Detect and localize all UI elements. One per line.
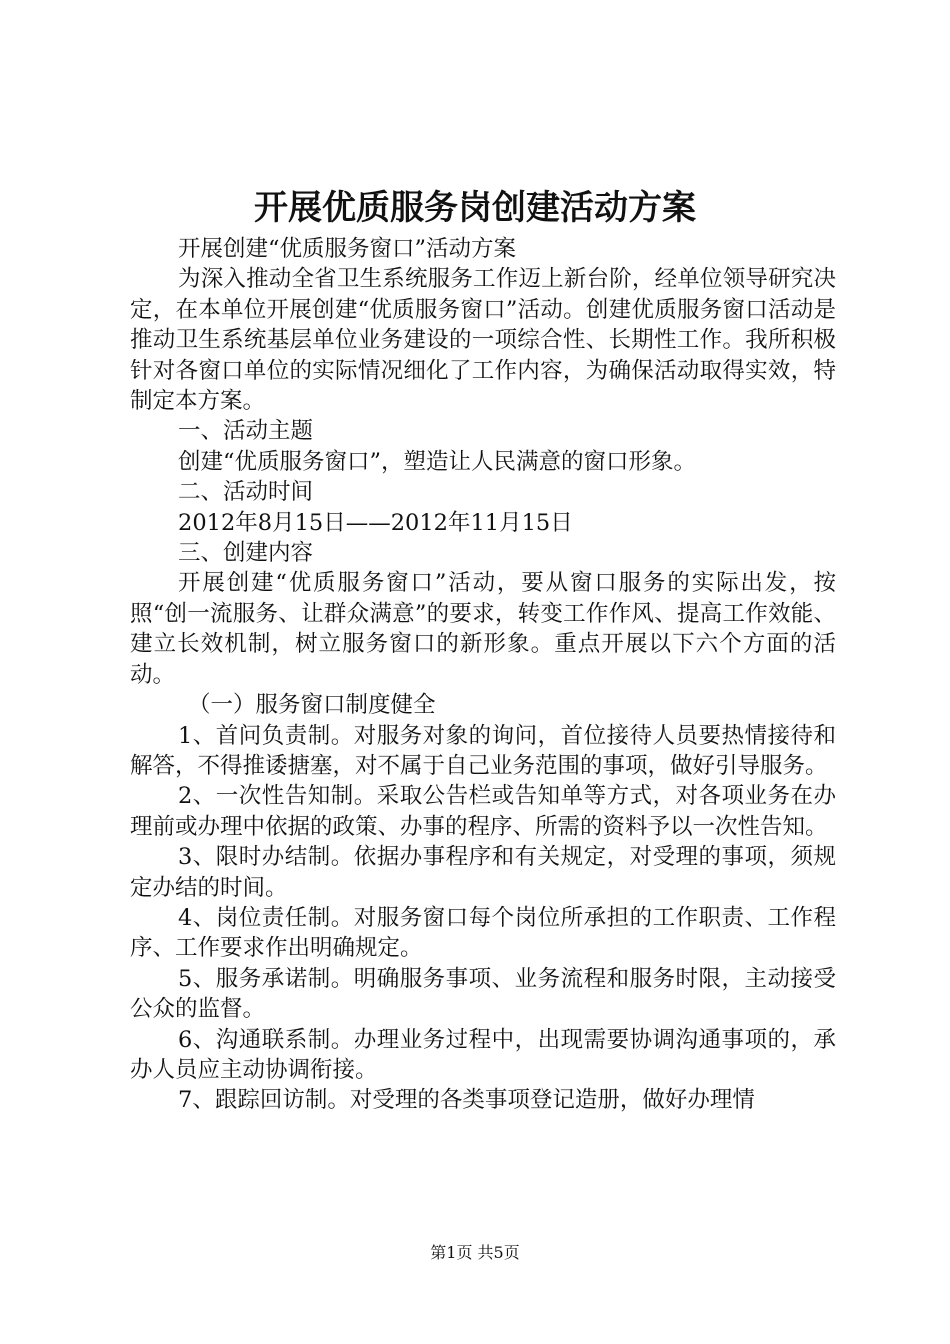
body-paragraph: 一、活动主题 (178, 418, 314, 445)
body-paragraph: 3、限时办结制。依据办事程序和有关规定，对受理的事项，须规定办结的时间。 (130, 844, 836, 901)
body-paragraph: 开展创建“优质服务窗口”活动，要从窗口服务的实际出发，按照“创一流服务、让群众满意”的要求，转变工作作风、提高工作效能、建立长效机制，树立服务窗口的新形象。重点开展以下六个方面的活动。 (130, 570, 836, 688)
body-paragraph: 为深入推动全省卫生系统服务工作迈上新台阶，经单位领导研究决定，在本单位开展创建“优质服务窗口”活动。创建优质服务窗口活动是推动卫生系统基层单位业务建设的一项综合性、长期性工作。我所积极针对各窗口单位的实际情况细化了工作内容，为确保活动取得实效，特制定本方案。 (130, 266, 836, 415)
body-paragraph: （一）服务窗口制度健全 (188, 692, 436, 719)
body-paragraph: 创建“优质服务窗口”，塑造让人民满意的窗口形象。 (178, 448, 697, 475)
document-body (130, 234, 836, 1116)
document-title: 开展优质服务岗创建活动方案 (254, 188, 696, 228)
body-paragraph: 开展创建“优质服务窗口”活动方案 (178, 236, 517, 262)
body-paragraph: 7、跟踪回访制。对受理的各类事项登记造册，做好办理情 (178, 1087, 755, 1114)
body-paragraph: 1、首问负责制。对服务对象的询问，首位接待人员要热情接待和解答，不得推诿搪塞，对不属于自己业务范围的事项，做好引导服务。 (130, 722, 836, 779)
body-paragraph: 二、活动时间 (178, 479, 314, 506)
body-paragraph: 2012年8月15日——2012年11月15日 (178, 509, 573, 536)
body-paragraph: 2、一次性告知制。采取公告栏或告知单等方式，对各项业务在办理前或办理中依据的政策、办事的程序、所需的资料予以一次性告知。 (130, 783, 836, 840)
body-paragraph: 6、沟通联系制。办理业务过程中，出现需要协调沟通事项的，承办人员应主动协调衔接。 (130, 1026, 836, 1083)
page-footer: 第1页 共5页 (430, 1243, 520, 1262)
body-paragraph: 5、服务承诺制。明确服务事项、业务流程和服务时限，主动接受公众的监督。 (130, 965, 836, 1023)
body-paragraph: 4、岗位责任制。对服务窗口每个岗位所承担的工作职责、工作程序、工作要求作出明确规定。 (130, 904, 836, 962)
body-paragraph: 三、创建内容 (178, 540, 314, 567)
